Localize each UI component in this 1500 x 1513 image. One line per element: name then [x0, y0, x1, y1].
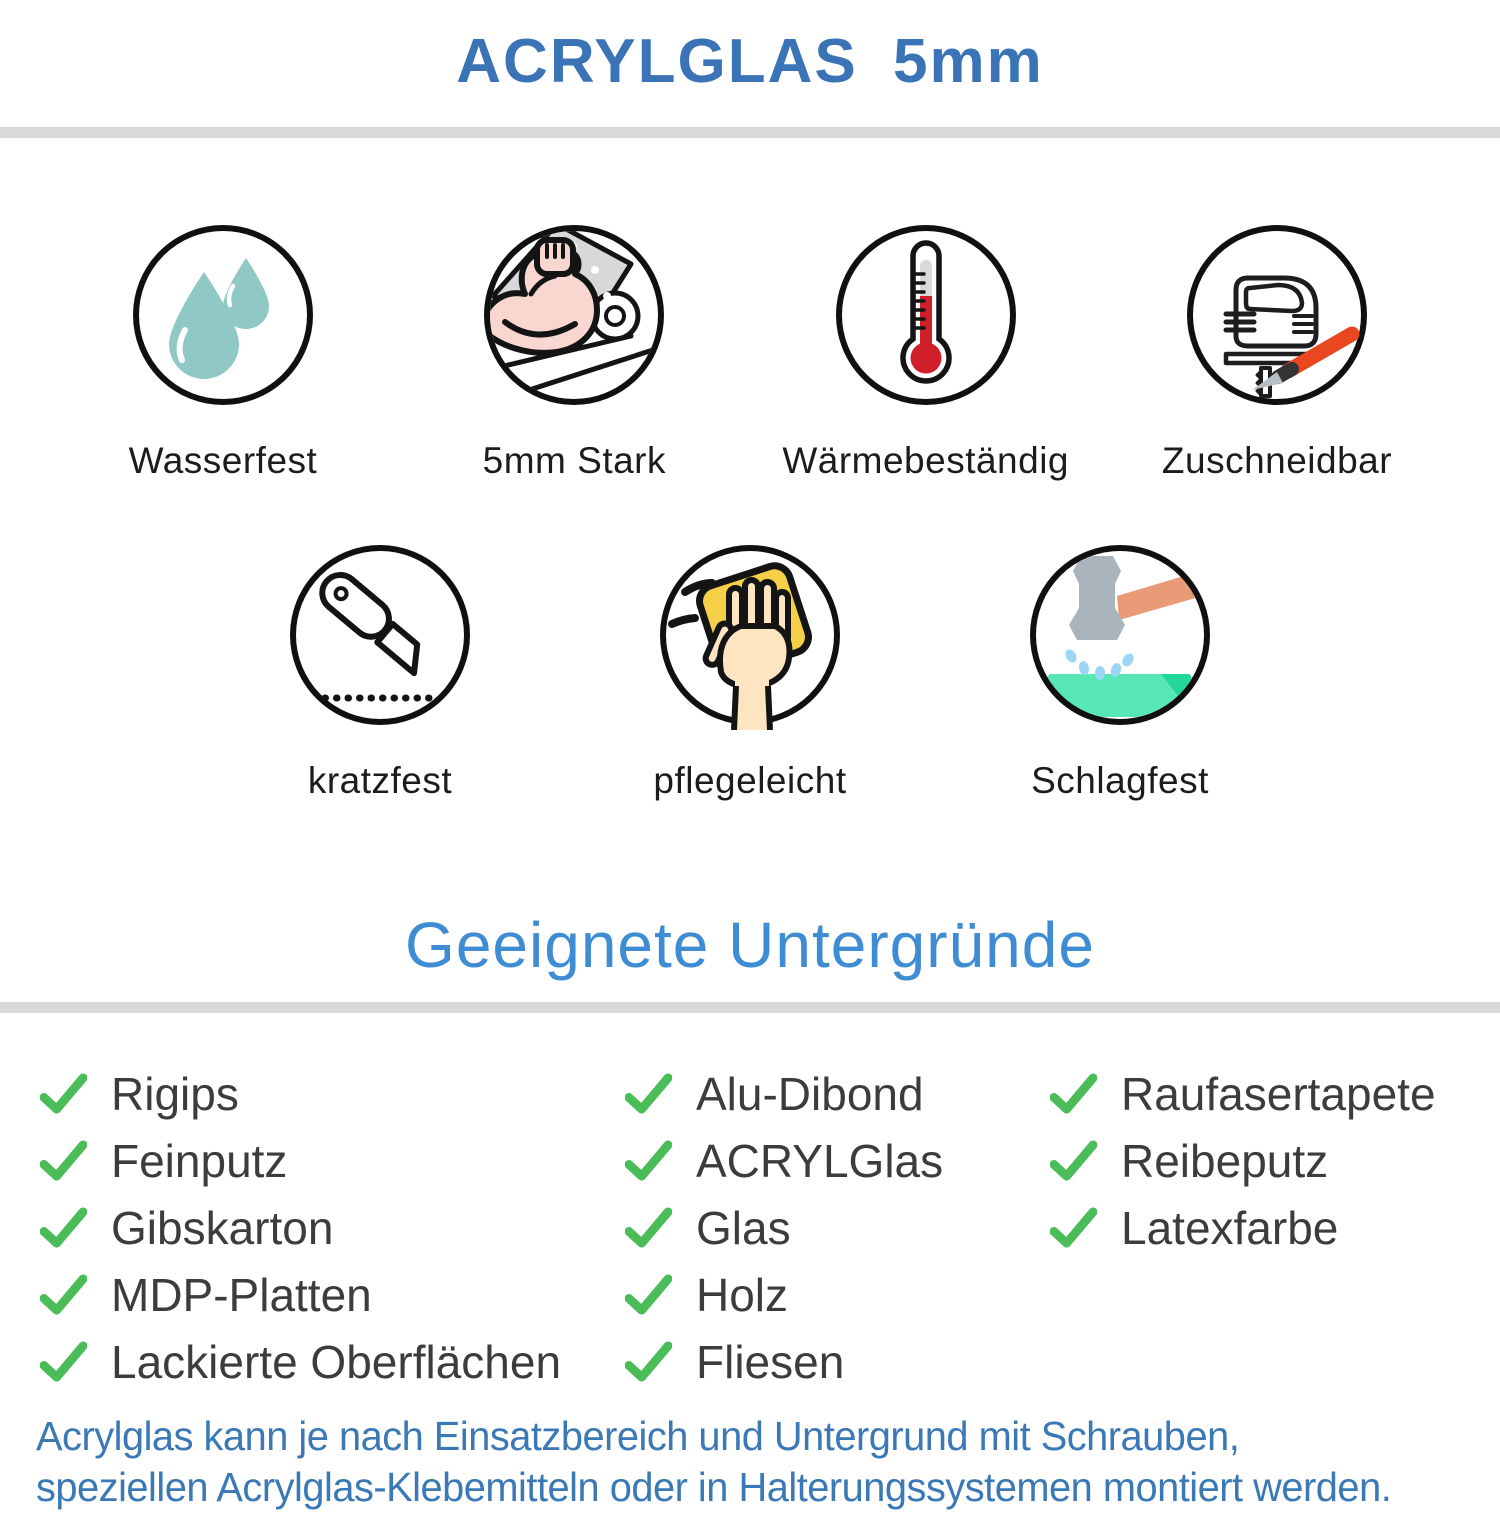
list-item-label: Alu-Dibond	[696, 1068, 924, 1120]
hand-cloth-icon	[655, 540, 845, 730]
list-item	[625, 1335, 1050, 1389]
list-item-label: Glas	[696, 1202, 791, 1254]
check-icon	[625, 1339, 672, 1386]
mounting-note-line1: Acrylglas kann je nach Einsatzbereich und Untergrund mit Schrauben,	[36, 1413, 1240, 1459]
hammer-icon	[1025, 540, 1215, 730]
list-item-label: Reibeputz	[1121, 1135, 1329, 1187]
utility-knife-icon	[285, 540, 475, 730]
list-item-label: Latexfarbe	[1121, 1202, 1339, 1254]
list-item-label: Holz	[696, 1269, 789, 1321]
features-row-1	[0, 220, 1500, 482]
list-item	[40, 1268, 625, 1322]
divider-bar	[0, 127, 1500, 138]
section-heading: Geeignete Untergründe	[405, 909, 1095, 981]
list-item	[625, 1134, 1050, 1188]
page-title: ACRYLGLAS 5mm	[456, 27, 1044, 96]
check-icon	[40, 1205, 87, 1252]
thermometer-icon	[831, 220, 1021, 410]
list-item-label: Raufasertapete	[1121, 1068, 1436, 1120]
mounting-note-line2: speziellen Acrylglas-Klebemitteln oder in Halterungssystemen montiert werden.	[36, 1463, 1392, 1510]
substrates-list	[0, 1013, 1500, 1389]
feature-wasserfest	[58, 220, 388, 482]
check-icon	[1050, 1138, 1097, 1185]
check-icon	[625, 1138, 672, 1185]
feature-pflegeleicht	[600, 540, 900, 802]
list-item-label: Feinputz	[111, 1135, 288, 1187]
water-drops-icon	[128, 220, 318, 410]
list-item	[625, 1201, 1050, 1255]
list-item-label: Rigips	[111, 1068, 239, 1120]
feature-label: pflegeleicht	[653, 760, 847, 801]
features-row-2	[0, 540, 1500, 802]
list-item	[40, 1134, 625, 1188]
feature-5mm-stark	[409, 220, 739, 482]
substrates-column-1	[40, 1067, 625, 1389]
check-icon	[40, 1138, 87, 1185]
feature-label: Wasserfest	[128, 440, 318, 481]
list-item	[40, 1067, 625, 1121]
feature-waermebestaendig	[761, 220, 1091, 482]
list-item-label: MDP-Platten	[111, 1269, 372, 1321]
flexed-arm-icon	[479, 220, 669, 410]
list-item	[40, 1335, 625, 1389]
check-icon	[40, 1339, 87, 1386]
substrates-column-2	[625, 1067, 1050, 1389]
list-item	[1050, 1201, 1436, 1255]
feature-label: Schlagfest	[1031, 760, 1209, 801]
list-item-label: Gibskarton	[111, 1202, 334, 1254]
jigsaw-icon	[1182, 220, 1372, 410]
substrates-column-3	[1050, 1067, 1436, 1255]
feature-zuschneidbar	[1112, 220, 1442, 482]
check-icon	[1050, 1071, 1097, 1118]
list-item	[625, 1067, 1050, 1121]
list-item	[625, 1268, 1050, 1322]
feature-label: kratzfest	[307, 760, 453, 801]
list-item-label: Fliesen	[696, 1336, 845, 1388]
feature-label: Wärmebeständig	[782, 440, 1069, 481]
list-item-label: ACRYLGlas	[696, 1135, 944, 1187]
feature-kratzfest	[230, 540, 530, 802]
list-item	[1050, 1134, 1436, 1188]
feature-label: 5mm Stark	[482, 440, 666, 481]
check-icon	[1050, 1205, 1097, 1252]
list-item-label: Lackierte Oberflächen	[111, 1336, 562, 1388]
mounting-note	[36, 1411, 1456, 1513]
feature-schlagfest	[970, 540, 1270, 802]
check-icon	[625, 1205, 672, 1252]
check-icon	[625, 1272, 672, 1319]
divider-bar	[0, 1002, 1500, 1013]
list-item	[1050, 1067, 1436, 1121]
check-icon	[40, 1071, 87, 1118]
check-icon	[625, 1071, 672, 1118]
check-icon	[40, 1272, 87, 1319]
list-item	[40, 1201, 625, 1255]
feature-label: Zuschneidbar	[1161, 440, 1393, 481]
